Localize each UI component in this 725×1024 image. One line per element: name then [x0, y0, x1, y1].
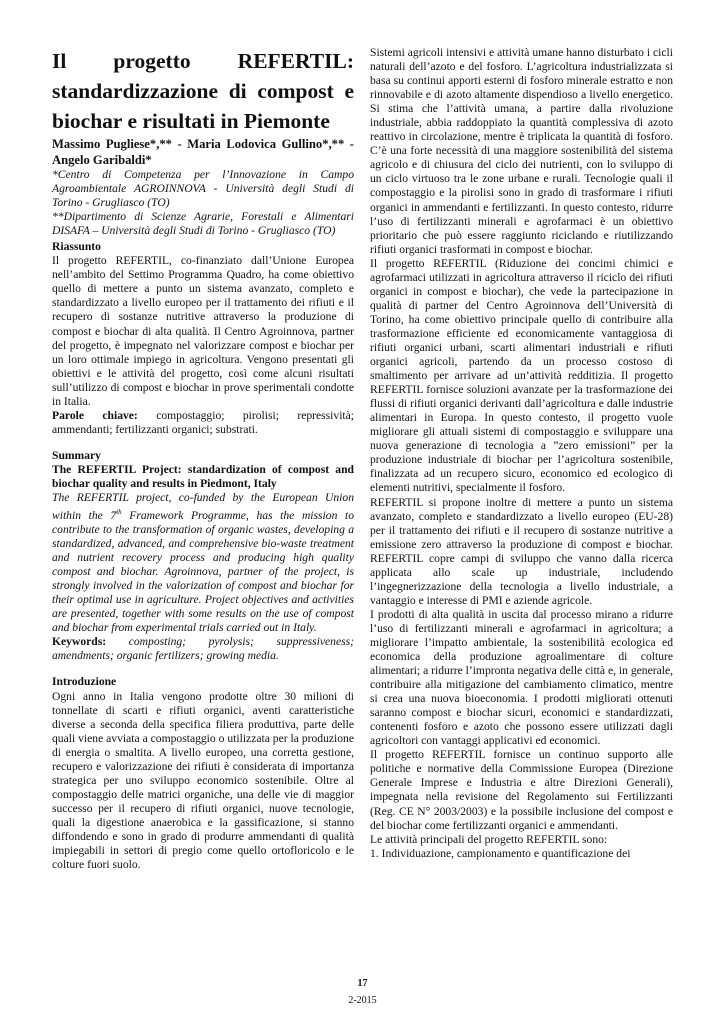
summary-body-part-2: Framework Programme, has the mission to contribute to the transformation of organic wastes, developing a standardized, advanced, and comprehensive bio-waste treatment and nutrient recovery process and producing high quality compost and biochar. Agroinnova, partner of the project, is strongly involved in the valorization of compost and biochar for their optimal use in agriculture. Project objectives and activities are presented, together with some results on the use of compost and biochar from experimental trials carried out in Italy.: [52, 508, 355, 635]
summary-keywords-text: composting; pyrolysis; suppressiveness; amendments; organic fertilizers; growing media.: [52, 635, 354, 663]
summary-heading: Summary: [52, 448, 101, 462]
affiliation-2: **Dipartimento di Scienze Agrarie, Forestali e Alimentari DISAFA – Università degli Studi di Torino - Grugliasco (TO): [52, 210, 354, 238]
right-paragraph-5: Il progetto REFERTIL fornisce un continuo supporto alle politiche e normative della Commissione Europea (Direzione Generale Imprese e Industria e altre Direzioni Generali), impegnata nella revisione del Regolamento sui Fertilizzanti (Reg. CE N° 2003/2003) e la possibile inclusione del compost e del biochar come fertilizzanti organici e ammendanti.: [370, 748, 673, 832]
summary-body-superscript: th: [116, 508, 122, 517]
riassunto-body: Il progetto REFERTIL, co-finanziato dall’Unione Europea nell’ambito del Settimo Programma Quadro, ha come obiettivo quello di mettere a punto un sistema avanzato, completo e standardizzato a livello europeo per il trattamento dei rifiuti e il recupero di sostanze nutritive attraverso la produzione di compost e biochar di alta qualità. Il Centro Agroinnova, partner del progetto, è impegnato nel valorizzare compost e biochar per un loro ottimale impiego in agricoltura. Vengono presentati gli obiettivi e le attività del progetto, così come alcuni risultati sull’utilizzo di compost e biochar in prove sperimentali condotte in Italia.: [52, 254, 354, 408]
introduzione-heading: Introduzione: [52, 675, 117, 689]
right-paragraph-1: Sistemi agricoli intensivi e attività umane hanno disturbato i cicli naturali dell’azoto e del fosforo. L’agricoltura industrializzata si basa su continui apporti esterni di fosforo minerale estratto e non rinnovabile e di azoto altamente dispendioso a livello energetico. Si stima che l’attività umana, a partire dalla rivoluzione industriale, abbia raddoppiato la quantità complessiva di azoto reattivo in circolazione, mentre è triplicata la quantità di fosforo. C’è una forte necessità di una maggiore sostenibilità del sistema agricolo e di chiusura del ciclo dei nutrienti, con lo sviluppo di un ciclo virtuoso tra le zone urbane e rurali. Tecnologie quali il compostaggio e la pirolisi sono in grado di trasformare i rifiuti organici in ammendanti e fertilizzanti. In questo contesto, ridurre l’uso di fertilizzanti minerali e agrofarmaci è un obiettivo prioritario che può essere raggiunto riciclando e riutilizzando rifiuti organici trasformati in compost e biochar.: [370, 46, 673, 256]
article-authors: Massimo Pugliese*,** - Maria Lodovica Gullino*,** - Angelo Garibaldi*: [52, 137, 354, 167]
riassunto-heading: Riassunto: [52, 240, 101, 254]
summary-title: The REFERTIL Project: standardization of compost and biochar quality and results in Piedmont, Italy: [52, 462, 354, 490]
right-paragraph-3: REFERTIL si propone inoltre di mettere a punto un sistema avanzato, completo e standardizzato a livello europeo (EU-28) per il trattamento dei rifiuti e il recupero di sostanze nutritive a emissione zero attraverso la produzione di compost e biochar. REFERTIL copre campi di sviluppo che vanno dalla ricerca applicata allo scale up industriale, includendo l’ingegnerizzazione della tecnologia a livello industriale, a vantaggio e interesse di PMI e aziende agricole.: [370, 495, 673, 607]
affiliation-1: *Centro di Competenza per l’Innovazione in Campo Agroambientale AGROINNOVA - Università degli Studi di Torino - Grugliasco (TO): [52, 168, 354, 210]
introduzione-paragraph-1: Ogni anno in Italia vengono prodotte oltre 30 milioni di tonnellate di scarti e rifiuti organici, aventi caratteristiche diverse a seconda della specifica filiera produttiva, parte delle quali viene avviata a compostaggio o utilizzata per la produzione di energia o smaltita. A livello europeo, una corretta gestione, recupero e valorizzazione dei rifiuti è considerata di importanza strategica per uno sviluppo economico sostenibile. Oltre al compostaggio delle matrici organiche, una delle vie di maggior successo per il recupero di rifiuti organici, nuove tecnologie, quali la digestione anaerobica e la gassificazione, si stanno diffondendo e sono in grado di produrre ammendanti di qualità impiegabili in settori di pregio come quello ortofloricolo e le colture fuori suolo.: [52, 689, 354, 872]
right-paragraph-4: I prodotti di alta qualità in uscita dal processo mirano a ridurre l’uso di fertilizzanti minerali e agrofarmaci in agricoltura; a migliorare l’impatto ambientale, la sostenibilità ecologica ed economica della produzione agroalimentare di colture alimentari; a ridurre l’impronta negativa delle città e, in generale, contribuire alla mitigazione del cambiamento climatico, mentre si crea una nuova bioeconomia. I prodotti migliorati ottenuti saranno compost e biochar sicuri, economici e standardizzati, contenenti fosforo e azoto che possono essere utilizzati dagli agricoltori con vantaggi applicativi ed economici.: [370, 607, 673, 748]
riassunto-keywords-text: compostaggio; pirolisi; repressività; ammendanti; fertilizzanti organici; substrati.: [52, 408, 354, 436]
article-title: Il progetto REFERTIL: standardizzazione di compost e biochar e risultati in Piemonte: [52, 49, 354, 133]
left-column: [52, 46, 354, 872]
summary-keywords: [52, 635, 354, 663]
riassunto-keywords: [52, 409, 354, 437]
right-paragraph-2: Il progetto REFERTIL (Riduzione dei concimi chimici e agrofarmaci utilizzati in agricoltura attraverso il riciclo dei rifiuti organici in compost e biochar), che vede la partecipazione in qualità di partner del Centro Agroinnova dell’Università di Torino, ha come obiettivo principale quello di contribuire alla trasformazione efficiente ed economicamente vantaggiosa di rifiuti organici urbani, scarti alimentari industriali e rifiuti organici agricoli, partendo da un processo costoso di smaltimento per arrivare ad un’attività redditizia. Il progetto REFERTIL fornisce soluzioni avanzate per la trasformazione dei flussi di rifiuti organici derivanti dall’agricoltura e dalle industrie alimentari in Europa. In questo contesto, il progetto vuole migliorare gli attuali sistemi di compostaggio e sviluppare una nuova generazione di tecnologia a ”zero emissioni” per la produzione industriale di biochar per l’agricoltura sostenibile, finalizzata ad un recupero sicuro, economico ed ecologico di elementi nutritivi, specialmente il fosforo.: [370, 256, 673, 495]
right-paragraph-6: Le attività principali del progetto REFERTIL sono:: [370, 832, 608, 846]
summary-body-part-1: The REFERTIL project, co-funded by the European Union within the 7: [52, 491, 354, 522]
summary-keywords-label: Keywords:: [52, 635, 107, 649]
summary-body: [52, 491, 354, 635]
riassunto-keywords-label: Parole chiave:: [52, 408, 138, 422]
page-number: 17: [357, 978, 368, 989]
issue-number: 2-2015: [348, 995, 377, 1006]
right-paragraph-7: 1. Individuazione, campionamento e quantificazione dei: [370, 846, 631, 860]
right-column: [370, 46, 673, 861]
